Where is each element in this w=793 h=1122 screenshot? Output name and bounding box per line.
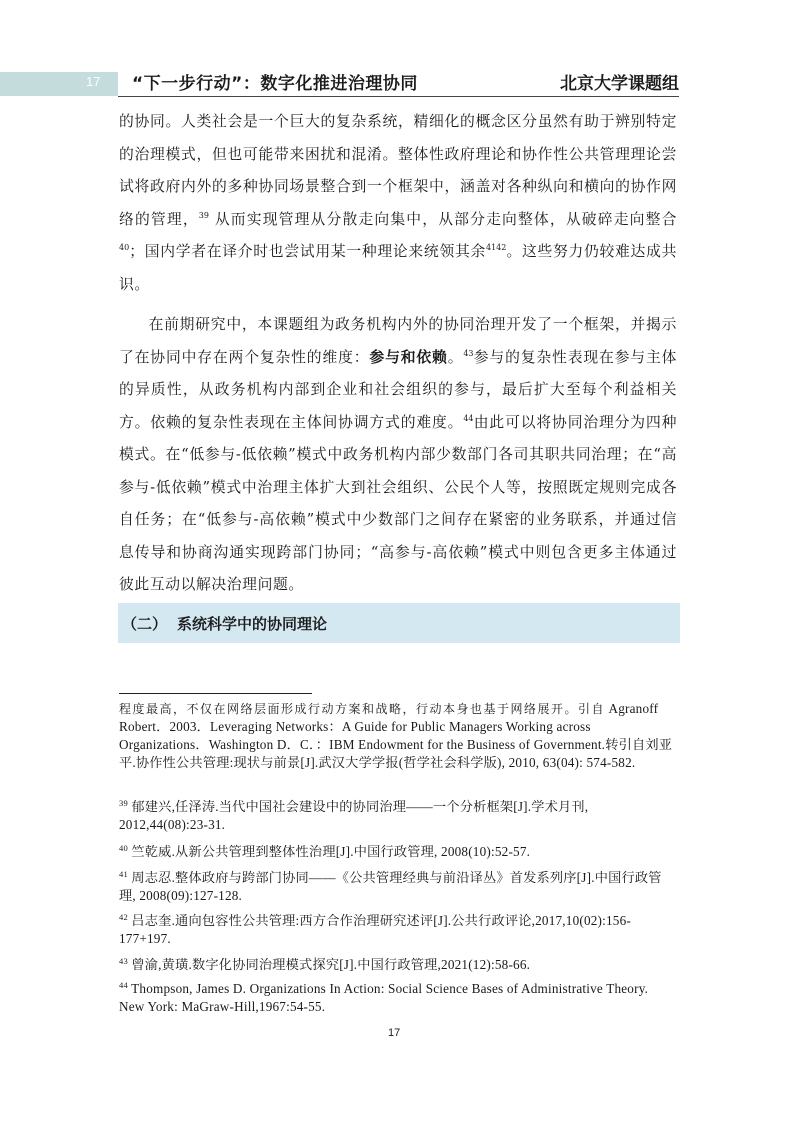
footnote-39-number: 39 — [119, 798, 128, 808]
footnote-ref-44[interactable]: 44 — [463, 413, 474, 423]
footnote-continued — [119, 700, 675, 772]
p2-bold-term: 参与和依赖 — [369, 348, 448, 366]
footnote-43-text: 曾渝,黄璜.数字化协同治理模式探究[J].中国行政管理,2021(12):58-66. — [127, 957, 531, 972]
footnote-42-number: 42 — [119, 912, 128, 922]
footnote-43 — [119, 956, 675, 974]
running-title: “下一步行动”：数字化推进治理协同 — [132, 74, 418, 94]
section-title: 系统科学中的协同理论 — [177, 615, 328, 633]
footnote-separator — [119, 693, 312, 694]
footnote-42-text: 吕志奎.通向包容性公共管理:西方合作治理研究述评[J].公共行政评论,2017,10(02):156-177+197. — [119, 913, 631, 946]
footnote-41-text: 周志忍.整体政府与跨部门协同——《公共管理经典与前沿译丛》首发系列序[J].中国行政管理, 2008(09):127-128. — [119, 870, 662, 903]
footnote-43-number: 43 — [119, 956, 128, 966]
p1-text-b: 从而实现管理从分散走向集中，从部分走向整体，从破碎走向整合 — [208, 210, 677, 228]
body-text — [119, 106, 677, 602]
p2-text-c: 参与的复杂性表现在参与主体的异质性，从政务机构内部到企业和社会组织的参与，最后扩大至每个利益相关方。依赖的复杂性表现在主体间协调方式的难度。 — [119, 348, 677, 431]
footnote-44 — [119, 980, 675, 1016]
paragraph-2 — [119, 309, 677, 602]
footnote-42 — [119, 912, 675, 948]
footnote-40 — [119, 843, 675, 861]
footnote-40-text: 竺乾威.从新公共管理到整体性治理[J].中国行政管理, 2008(10):52-57. — [127, 844, 531, 859]
footnote-44-text: Thompson, James D. Organizations In Action: Social Science Bases of Administrative Theory. New York: MaGraw-Hill,1967:54-55. — [119, 981, 649, 1014]
footnote-41-number: 41 — [119, 869, 128, 879]
paragraph-1 — [119, 106, 677, 301]
footnote-39 — [119, 798, 675, 834]
footnote-39-text: 郁建兴,任泽涛.当代中国社会建设中的协同治理——一个分析框架[J].学术月刊, 2012,44(08):23-31. — [119, 799, 589, 832]
footnote-cont-zh-1: 程度最高，不仅在网络层面形成行动方案和战略，行动本身也基于网络展开。引自 — [119, 702, 606, 716]
footnote-40-number: 40 — [119, 843, 128, 853]
section-number: （二） — [122, 615, 168, 633]
p2-text-d: 由此可以将协同治理分为四种模式。在“低参与-低依赖”模式中政务机构内部少数部门各司其职共同治理；在“高参与-低依赖”模式中治理主体扩大到社会组织、公民个人等，按照既定规则完成各自任务；在“低参与-高依赖”模式中少数部门之间存在紧密的业务联系，并通过信息传导和协商沟通实现跨部门协同；“高参与-高依赖”模式中则包含更多主体通过彼此互动以解决治理问题。 — [119, 413, 677, 593]
footnote-ref-43[interactable]: 43 — [463, 348, 474, 358]
header-rule — [118, 96, 679, 97]
running-organization: 北京大学课题组 — [560, 74, 679, 94]
footnote-44-number: 44 — [119, 980, 128, 990]
footnote-ref-40[interactable]: 40 — [119, 243, 130, 252]
header-page-number: 17 — [86, 74, 101, 89]
footnote-cont-en: Agranoff Robert．2003．Leveraging Networks：A Guide for Public Managers Working across Organizations．Washington D．C．：IBM Endowment for the Business of Government. — [119, 701, 659, 752]
footnote-41 — [119, 869, 675, 905]
footnote-ref-39[interactable]: 39 — [198, 210, 209, 220]
p2-text-b: 。 — [447, 348, 464, 366]
footnote-ref-41-42[interactable]: 4142 — [485, 243, 507, 252]
footer-page-number: 17 — [388, 1027, 401, 1039]
p1-text-a: 的协同。人类社会是一个巨大的复杂系统，精细化的概念区分虽然有助于辨别特定的治理模式，但也可能带来困扰和混淆。整体性政府理论和协作性公共管理理论尝试将政府内外的多种协同场景整合到一个框架中，涵盖对各种纵向和横向的协作网络的管理， — [119, 113, 677, 228]
p2-text-a: 在前期研究中，本课题组为政务机构内外的协同治理开发了一个框架，并揭示了在协同中存在两个复杂性的维度： — [119, 316, 677, 366]
footnote-cont-zh-2: 转引自刘亚平.协作性公共管理:现状与前景[J].武汉大学学报(哲学社会科学版), 2010, 63(04): 574-582. — [119, 737, 673, 770]
p1-text-c: ；国内学者在译介时也尝试用某一种理论来统领其余 — [129, 243, 486, 260]
p1-text-d: 。这些努力仍较难达成共识。 — [119, 243, 677, 293]
section-heading — [118, 603, 680, 643]
